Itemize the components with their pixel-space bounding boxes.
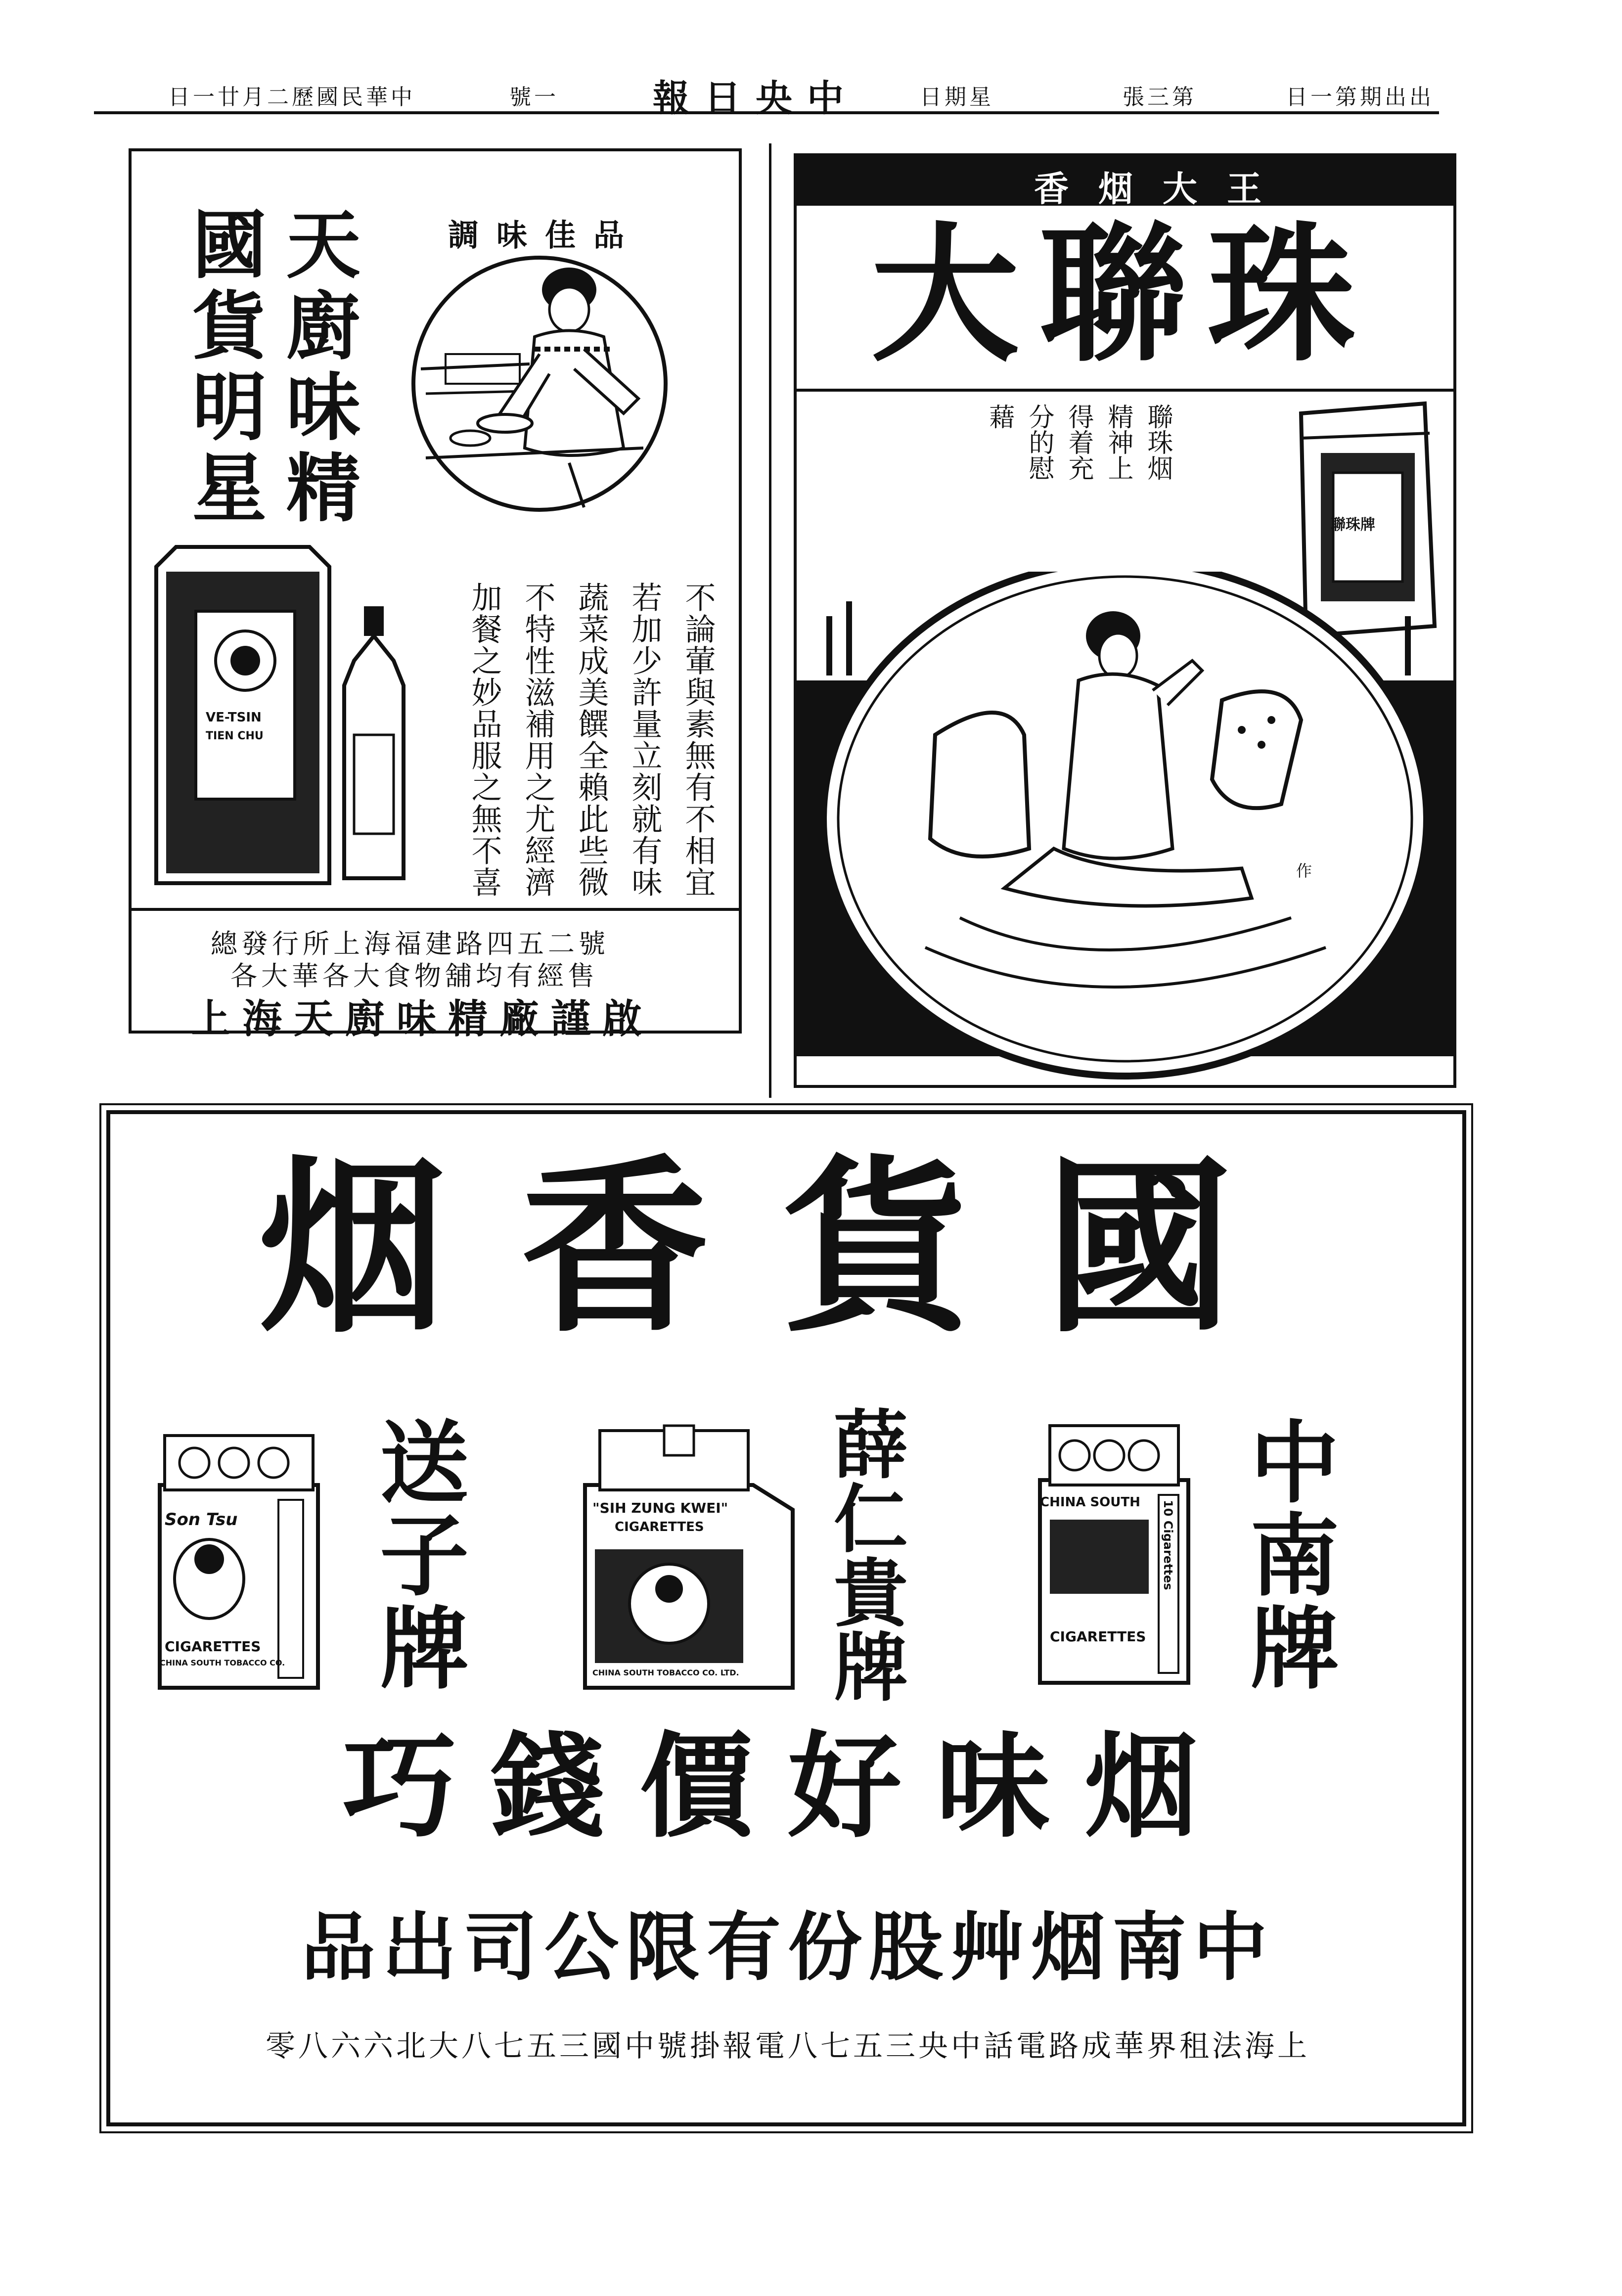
body-col-4: 不特性滋補用之尤經濟 [520,582,556,898]
header-edition: 日一第期出出 [1286,85,1434,110]
brand-songzi: 送子牌 [365,1416,469,1695]
body-col-1: 不論葷與素無有不相宜 [680,582,716,898]
header-pages: 張三第 [1123,85,1197,110]
ad-cigarettes [106,1110,1466,2126]
ad-pearl-body [985,404,1172,532]
ad-weiqing-footer-rule [132,908,739,911]
ad-cigarettes-company: 中南烟艸股份有限公司出品 [301,1904,1274,1991]
ad-cigarettes-headline: 國貨香烟 [259,1137,1307,1358]
ad-weiqing-body [448,582,715,908]
header-center-note: 日期星 [920,85,994,110]
ad-cigarettes-slogan: 烟味好價錢巧 [342,1720,1233,1853]
brand-xuerengui: 薛仁貴牌 [821,1406,908,1703]
pack-songzi-name: Son Tsu [165,1510,238,1530]
pearl-body-col-4: 分的慰 [1024,404,1054,481]
column-separator [769,143,771,1098]
masthead: 報日央中 [653,77,858,120]
pack-zhongnan-name: CHINA SOUTH [1040,1495,1140,1510]
ad-pearl [794,153,1456,1088]
pack-zhongnan-sub: CIGARETTES [1050,1628,1146,1645]
msg-tin-label: VE-TSIN [206,710,262,725]
ad-weiqing-footer-1: 總發行所上海福建路四五二號 [211,928,609,959]
ad-weiqing-slogan: 國貨明星 [180,206,267,530]
woman-cooking-illustration [406,250,673,517]
msg-tin-illustration [146,537,423,893]
ad-weiqing-footer-2: 各大華各大食物舖均有經售 [230,960,598,991]
pearl-body-col-5: 藉 [985,404,1014,429]
ad-weiqing [129,148,742,1042]
msg-tin-sub: TIEN CHU [206,730,264,742]
pack-xuerengui-name: "SIH ZUNG KWEI" [592,1500,728,1516]
pack-songzi-maker: CHINA SOUTH TOBACCO CO. [160,1658,285,1667]
pack-xuerengui-maker: CHINA SOUTH TOBACCO CO. LTD. [592,1668,739,1677]
ad-pearl-top-strip-text: 香烟大王 [1034,169,1291,209]
body-col-3: 蔬菜成美饌全賴此些微 [573,582,609,898]
ad-weiqing-brand: 天廚味精 [273,206,360,530]
pack-xuerengui [575,1421,803,1698]
pearl-body-col-3: 得着充 [1064,404,1093,481]
pearl-body-col-2: 精神上 [1103,404,1133,481]
ad-cigarettes-address: 上海法租界華成路電話中央三五七八電報掛號中國三五七八大北六六八零 [266,2029,1310,2064]
pack-xuerengui-sub: CIGARETTES [615,1520,704,1534]
header-issue-no: 號一 [509,85,559,110]
pearl-body-col-1: 聯珠烟 [1143,404,1172,481]
artist-signature: 作 [1296,861,1312,880]
ad-pearl-title-rule [797,389,1453,392]
ad-weiqing-tagline: 調味佳品 [448,217,642,253]
brand-zhongnan: 中南牌 [1235,1416,1340,1695]
ad-pearl-title: 大聯珠 [871,207,1375,382]
body-col-5: 加餐之妙品服之無不喜 [466,582,502,898]
pack-zhongnan-count: 10 Cigarettes [1161,1500,1175,1590]
pearl-pack-label: 聯珠牌 [1331,516,1375,534]
body-col-2: 若加少許量立刻就有味 [627,582,663,898]
pack-songzi-sub: CIGARETTES [165,1638,261,1655]
header-dateline: 日一廿月二歷國民華中 [168,85,415,110]
ad-weiqing-footer-3: 上海天廚味精廠謹啟 [191,995,654,1042]
woman-smoking-illustration [797,572,1453,1086]
